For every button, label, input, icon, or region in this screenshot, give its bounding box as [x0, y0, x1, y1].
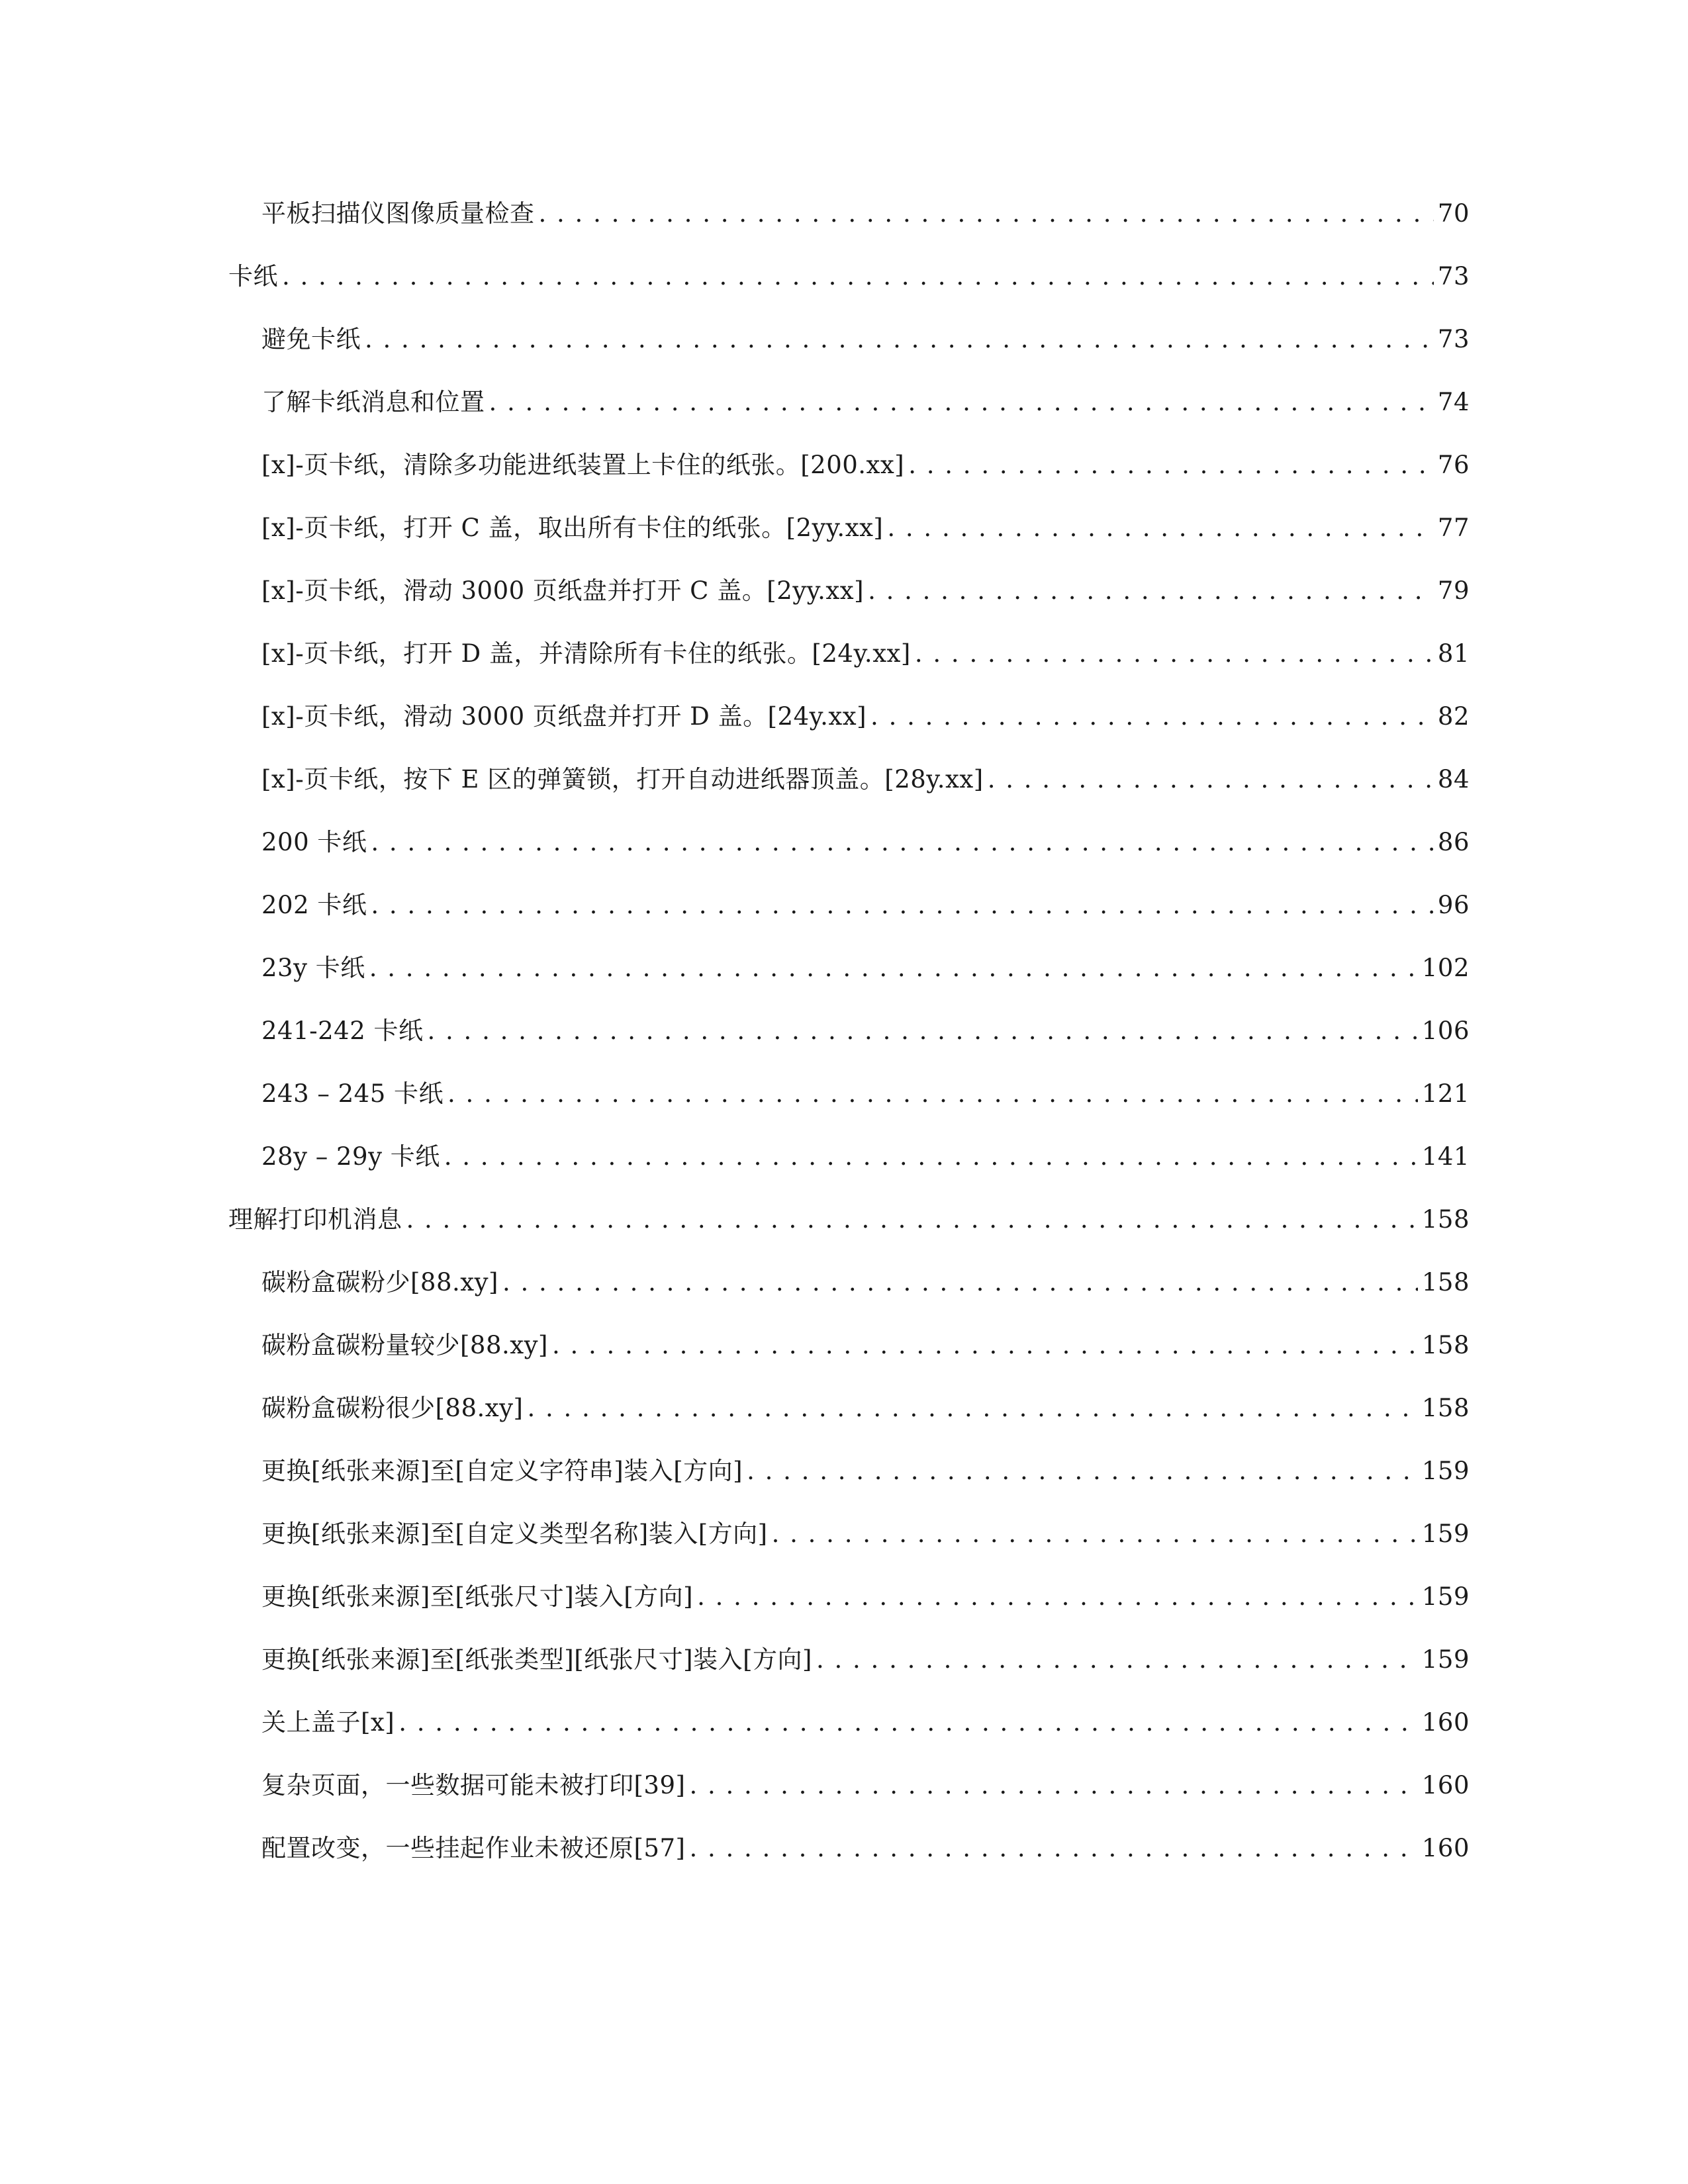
toc-entry-page-number: 77 [1437, 514, 1470, 542]
toc-entry-title: [x]-页卡纸，按下 E 区的弹簧锁，打开自动进纸器顶盖。[28y.xx] [261, 765, 984, 794]
toc-entry[interactable] [228, 811, 1470, 874]
toc-dot-leader [502, 1251, 1418, 1314]
toc-entry-page-number: 158 [1421, 1394, 1470, 1422]
toc-entry[interactable] [228, 559, 1470, 622]
toc-entry-page-number: 81 [1437, 639, 1470, 668]
toc-entry-title: 了解卡纸消息和位置 [261, 388, 485, 416]
toc-entry-page-number: 158 [1421, 1205, 1470, 1234]
toc-entry-title: 243 – 245 卡纸 [261, 1079, 444, 1108]
toc-entry-title: 碳粉盒碳粉量较少[88.xy] [261, 1331, 548, 1359]
toc-entry-title: 卡纸 [228, 262, 278, 291]
toc-entry[interactable] [228, 1754, 1470, 1817]
toc-entry-title: 碳粉盒碳粉少[88.xy] [261, 1268, 498, 1297]
toc-entry-page-number: 76 [1437, 451, 1470, 479]
toc-entry-title: 更换[纸张来源]至[纸张类型][纸张尺寸]装入[方向] [261, 1645, 812, 1674]
toc-dot-leader [282, 245, 1434, 308]
toc-entry-title: [x]-页卡纸，滑动 3000 页纸盘并打开 D 盖。[24y.xx] [261, 702, 867, 731]
toc-entry[interactable] [228, 371, 1470, 433]
toc-dot-leader [527, 1377, 1417, 1439]
toc-entry-title: 241-242 卡纸 [261, 1017, 424, 1045]
toc-entry[interactable] [228, 748, 1470, 811]
toc-dot-leader [489, 371, 1434, 433]
toc-entry-page-number: 158 [1421, 1331, 1470, 1359]
toc-dot-leader [870, 685, 1434, 748]
toc-entry-title: 202 卡纸 [261, 891, 367, 919]
toc-dot-leader [399, 1691, 1418, 1754]
toc-entry-page-number: 121 [1421, 1079, 1470, 1108]
toc-dot-leader [552, 1314, 1418, 1377]
toc-dot-leader [772, 1502, 1418, 1565]
toc-entry[interactable] [228, 182, 1470, 245]
toc-dot-leader [689, 1817, 1417, 1880]
toc-entry-page-number: 160 [1421, 1834, 1470, 1862]
toc-dot-leader [887, 496, 1434, 559]
toc-entry-title: 23y 卡纸 [261, 954, 365, 982]
toc-entry[interactable] [228, 496, 1470, 559]
toc-entry[interactable] [228, 1062, 1470, 1125]
toc-entry-title: [x]-页卡纸，打开 C 盖，取出所有卡住的纸张。[2yy.xx] [261, 514, 884, 542]
toc-entry[interactable] [228, 1314, 1470, 1377]
toc-entry-page-number: 159 [1421, 1457, 1470, 1485]
toc-entry-title: [x]-页卡纸，滑动 3000 页纸盘并打开 C 盖。[2yy.xx] [261, 576, 865, 605]
toc-entry[interactable] [228, 1188, 1470, 1251]
toc-entry-page-number: 160 [1421, 1771, 1470, 1799]
table-of-contents [228, 182, 1470, 1880]
toc-entry[interactable] [228, 685, 1470, 748]
toc-entry[interactable] [228, 308, 1470, 371]
toc-entry[interactable] [228, 874, 1470, 936]
toc-entry[interactable] [228, 1817, 1470, 1880]
toc-entry-page-number: 70 [1437, 199, 1470, 228]
toc-entry-title: 关上盖子[x] [261, 1708, 395, 1737]
toc-dot-leader [371, 874, 1434, 936]
toc-entry[interactable] [228, 1565, 1470, 1628]
toc-entry[interactable] [228, 1125, 1470, 1188]
toc-entry-page-number: 82 [1437, 702, 1470, 731]
toc-dot-leader [444, 1125, 1418, 1188]
toc-entry-page-number: 158 [1421, 1268, 1470, 1297]
toc-entry-title: 碳粉盒碳粉很少[88.xy] [261, 1394, 524, 1422]
toc-dot-leader [406, 1188, 1418, 1251]
toc-dot-leader [915, 622, 1434, 685]
toc-entry-title: 平板扫描仪图像质量检查 [261, 199, 535, 228]
toc-dot-leader [369, 936, 1418, 999]
toc-entry[interactable] [228, 1628, 1470, 1691]
toc-dot-leader [747, 1439, 1418, 1502]
toc-dot-leader [908, 433, 1434, 496]
toc-entry-page-number: 74 [1437, 388, 1470, 416]
toc-entry-title: 避免卡纸 [261, 325, 361, 353]
toc-entry-title: 理解打印机消息 [228, 1205, 402, 1234]
toc-entry[interactable] [228, 1502, 1470, 1565]
toc-dot-leader [689, 1754, 1417, 1817]
toc-entry-title: 更换[纸张来源]至[纸张尺寸]装入[方向] [261, 1582, 694, 1611]
toc-entry-title: [x]-页卡纸，打开 D 盖，并清除所有卡住的纸张。[24y.xx] [261, 639, 911, 668]
toc-entry-page-number: 79 [1437, 576, 1470, 605]
toc-dot-leader [371, 811, 1434, 874]
toc-entry-title: 28y – 29y 卡纸 [261, 1142, 440, 1171]
toc-entry-page-number: 96 [1437, 891, 1470, 919]
toc-entry-title: 配置改变，一些挂起作业未被还原[57] [261, 1834, 686, 1862]
toc-dot-leader [816, 1628, 1418, 1691]
toc-entry-title: 更换[纸张来源]至[自定义字符串]装入[方向] [261, 1457, 743, 1485]
toc-entry-page-number: 141 [1421, 1142, 1470, 1171]
toc-dot-leader [447, 1062, 1418, 1125]
toc-entry[interactable] [228, 936, 1470, 999]
toc-entry-page-number: 106 [1421, 1017, 1470, 1045]
toc-dot-leader [868, 559, 1434, 622]
toc-entry-title: 更换[纸张来源]至[自定义类型名称]装入[方向] [261, 1520, 768, 1548]
toc-entry-title: 复杂页面，一些数据可能未被打印[39] [261, 1771, 686, 1799]
toc-entry-page-number: 159 [1421, 1520, 1470, 1548]
toc-dot-leader [539, 182, 1434, 245]
toc-entry-page-number: 159 [1421, 1582, 1470, 1611]
toc-entry[interactable] [228, 1439, 1470, 1502]
toc-entry[interactable] [228, 433, 1470, 496]
toc-entry[interactable] [228, 1691, 1470, 1754]
toc-entry-page-number: 73 [1437, 262, 1470, 291]
toc-entry[interactable] [228, 1377, 1470, 1439]
toc-entry-page-number: 84 [1437, 765, 1470, 794]
toc-entry-page-number: 159 [1421, 1645, 1470, 1674]
toc-entry[interactable] [228, 1251, 1470, 1314]
toc-dot-leader [365, 308, 1434, 371]
toc-entry-page-number: 73 [1437, 325, 1470, 353]
toc-entry-title: [x]-页卡纸，清除多功能进纸装置上卡住的纸张。[200.xx] [261, 451, 905, 479]
toc-entry[interactable] [228, 245, 1470, 308]
toc-entry-title: 200 卡纸 [261, 828, 367, 856]
toc-dot-leader [697, 1565, 1418, 1628]
toc-entry-page-number: 102 [1421, 954, 1470, 982]
toc-entry[interactable] [228, 999, 1470, 1062]
toc-dot-leader [428, 999, 1418, 1062]
toc-entry-page-number: 86 [1437, 828, 1470, 856]
toc-entry-page-number: 160 [1421, 1708, 1470, 1737]
toc-dot-leader [988, 748, 1434, 811]
toc-entry[interactable] [228, 622, 1470, 685]
